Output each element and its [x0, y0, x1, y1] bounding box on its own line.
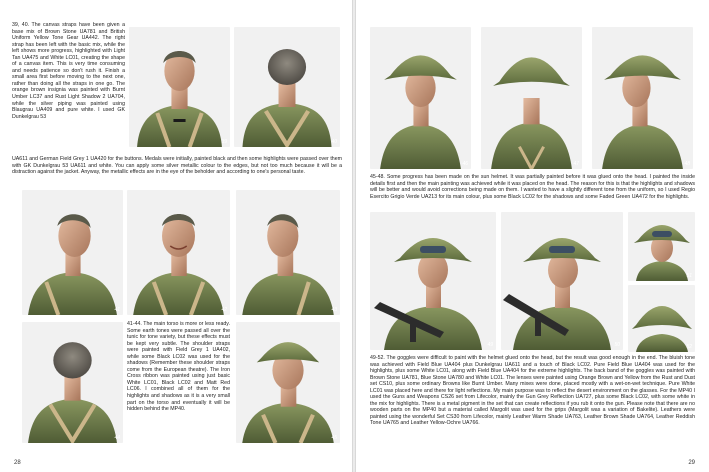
photo-46-helmet-front — [370, 27, 471, 169]
photo-number-39: 39 — [221, 139, 227, 145]
photo-number-49: 49 — [487, 342, 493, 348]
photo-number-40: 40 — [331, 139, 337, 145]
caption-39-40-column: 39, 40. The canvas straps have been given a base mix of Brown Stone UA781 and British Uniform Yellow Tone Gear UA442. The right strap has been left with the basic mix, while the left shows more progress, highlighted with Light Tan UA475 and White LC01, creating the shape of a canvas item. This is very time consuming and needs patience so don't rush it. Finish a small area first before moving to the next one, rather than doing all the straps in one go. The orange brown insignia was painted with Burnt Umber LC37 and Rust Light Shadow 2 UA704, while the silver piping was painted using Blaugrau UA409 and pure white. I used GK Dunkelgrau 53 — [12, 22, 125, 120]
photo-number-47: 47 — [573, 161, 579, 167]
photo-number-44: 44 — [114, 435, 120, 441]
photo-45-bust-with-helmet — [236, 322, 340, 443]
photo-39-front-bust — [129, 27, 230, 147]
photo-42-bust-smiling — [127, 190, 230, 315]
photo-49-bust-with-mp40 — [370, 212, 496, 350]
caption-45-48: 45-48. Some progress has been made on the sun helmet. It was partially painted before it was glued onto the head. I painted the inside details first and then the main painting was achieved while it was placed on the head. The reason for this is that the highlights and shadows will be better and would avoid corrections being made on them. I wanted to have a slightly different tone from the uniform, so I used Regio Esercito Grigio Verde UA213 for its main colour, plus some Black LC02 for the shadows and some Faded Green UA472 for the highlights. — [370, 174, 695, 200]
right-page — [356, 0, 709, 472]
photo-number-41: 41 — [114, 307, 120, 313]
photo-44-back-bust — [22, 322, 123, 443]
photo-40-back-bust — [234, 27, 340, 147]
photo-number-50: 50 — [614, 342, 620, 348]
photo-number-51: 51 — [686, 273, 692, 279]
left-page — [0, 0, 352, 472]
photo-number-48: 48 — [684, 161, 690, 167]
photo-number-42: 42 — [221, 307, 227, 313]
caption-49-52: 49-52. The goggles were difficult to paint with the helmet glued onto the head, but the result was good enough in the end. The bluish tone was achieved with Field Blue UA404 plus Dunkelgrau UA611 and a touch of Black LC02. Pure Field Blue UA404 was used for the highlights, plus some White LC01, along with Field Blue UA404 for the extreme highlights. The back band of the goggles was painted with Brown Stone UA781, Blue Stone UA780 and White LC01. The lenses were painted using Orange Brown and Yellow from the Rust and Dust set CS10, plus some ordinary Browns like Burnt Umber. Many mixes were done, placed mostly with a wet-on-wet technique. Pure White LC01 was placed here and there for light reflections. My main purpose was to reflect the desert environment on the glasses. For the MP40 I used the Guns and Weapons CS26 set from Lifecolor, mainly the Gun Grey Reflection UA727, plus some Black LC02, with some white in the mix for highlights. There is a metal pigment in the set that can create reflections if you rub it onto the gun. Please note that there are no wooden parts on the MP40 but a material called Margolit was used for the grips (Margolit was a variation of Bakelite). Leathers were painted using the wonderful Set CS30 from Lifecolor, mainly Leather Warm Shade UA763, Leather Brown Shade UA764, Leather Reddish Tone UA765 and Leather Yellow-Ochre UA766. — [370, 355, 695, 427]
photo-51-goggles-detail — [628, 212, 695, 281]
page-number-right: 29 — [688, 460, 695, 466]
photo-47-helmet-back — [481, 27, 582, 169]
photo-48-helmet-profile — [592, 27, 693, 169]
photo-number-43: 43 — [331, 307, 337, 313]
photo-52-helmet-top-detail — [628, 285, 695, 352]
photo-number-45: 45 — [331, 435, 337, 441]
page-number-left: 28 — [14, 460, 21, 466]
photo-number-46: 46 — [462, 161, 468, 167]
caption-39-40-full-width: UA611 and German Field Grey 1 UA420 for the buttons. Medals were initially, painted black and then some highlights were passed over them with GK Dunkelgrau 53 UA611 and white. You can apply some silver metallic colour to the edges, but not too much because it will be a distraction against the jacket. Anyway, the metallic effects are in the eye of the beholder and according to one's personal taste. — [12, 156, 342, 176]
photo-43-bust-profile — [236, 190, 340, 315]
photo-50-bust-with-mp40-angle — [501, 212, 623, 350]
caption-41-44: 41-44. The main torso is more or less ready. Some earth tones were passed all over the tunic for tone variety, but these effects must be kept very subtle. The shoulder straps were painted with Field Grey 1 UA402, while some Black LC02 was used for the shadows (Remember these shoulder straps come from the European theatre). The Iron Cross ribbon was painted using just basic White LC01, Black LC02 and Matt Red LC06. I combined all of them for the highlights and shadows as it is a very small part on the torso and eventually it will be hidden behind the MP40. — [127, 321, 230, 413]
photo-number-52: 52 — [686, 344, 692, 350]
photo-41-bust-angle — [22, 190, 123, 315]
